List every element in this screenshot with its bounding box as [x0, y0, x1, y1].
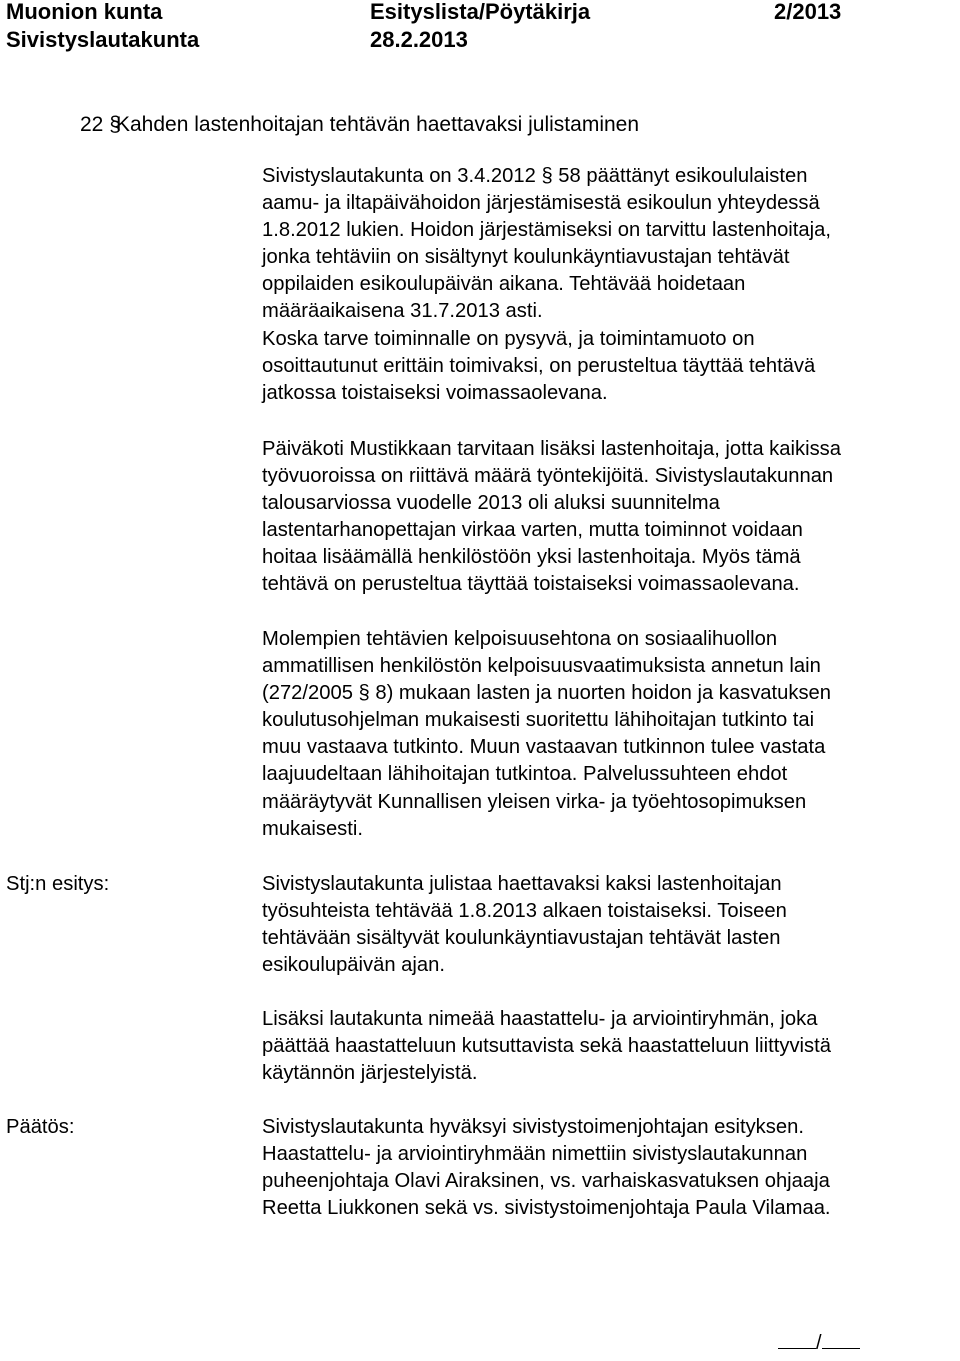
text-line: puheenjohtaja Olavi Airaksinen, vs. varhaiskasvatuksen ohjaaja	[262, 1170, 830, 1193]
text-line: muu vastaava tutkinto. Muun vastaavan tutkinnon tulee vastata	[262, 736, 826, 759]
text-line: käytännön järjestelyistä.	[262, 1062, 478, 1085]
text-line: 1.8.2012 lukien. Hoidon järjestämiseksi on tarvittu lastenhoitaja,	[262, 219, 831, 242]
initials-blank-left	[778, 1330, 816, 1349]
section-heading	[80, 112, 639, 138]
text-line: esikoulupäivän ajan.	[262, 954, 445, 977]
text-line: hoitaa lisäämällä henkilöstöön yksi lastenhoitaja. Myös tämä	[262, 546, 801, 569]
text-line: Koska tarve toiminnalle on pysyvä, ja toimintamuoto on	[262, 327, 755, 350]
text-line: oppilaiden esikoulupäivän aikana. Tehtävää hoidetaan	[262, 273, 746, 296]
initials-line	[778, 1330, 860, 1355]
meeting-date: 28.2.2013	[370, 27, 468, 52]
text-line: jonka tehtäviin on sisältynyt koulunkäyntiavustajan tehtävät	[262, 246, 790, 269]
text-line: ammatillisen henkilöstön kelpoisuusvaatimuksista annetun lain	[262, 655, 821, 678]
department-name: Sivistyslautakunta	[6, 27, 200, 52]
text-line: määräytyvät Kunnallisen yleisen virka- ja työehtosopimuksen	[262, 790, 807, 813]
text-line: aamu- ja iltapäivähoidon järjestämisestä esikoulun yhteydessä	[262, 192, 820, 215]
document-number: 2/2013	[774, 0, 842, 24]
text-line: määräaikaisena 31.7.2013 asti.	[262, 300, 543, 323]
initials-separator: /	[816, 1332, 822, 1354]
organization-name: Muonion kunta	[6, 0, 163, 24]
proposal-label: Stj:n esitys:	[6, 873, 110, 895]
proposal-paragraph-1	[262, 871, 942, 979]
text-line: työsuhteista tehtävää 1.8.2013 alkaen toistaiseksi. Toiseen	[262, 900, 787, 923]
background-paragraph-3	[262, 626, 942, 843]
text-line: Sivistyslautakunta julistaa haettavaksi kaksi lastenhoitajan	[262, 873, 782, 895]
text-line: laajuudeltaan lähihoitajan tutkintoa. Palvelussuhteen ehdot	[262, 763, 788, 786]
proposal-paragraph-2	[262, 1006, 942, 1087]
text-line: osoittautunut erittäin toimivaksi, on perusteltua täyttää tehtävä	[262, 354, 816, 377]
text-line: (272/2005 § 8) mukaan lasten ja nuorten hoidon ja kasvatuksen	[262, 682, 831, 705]
text-line: Molempien tehtävien kelpoisuusehtona on sosiaalihuollon	[262, 628, 778, 650]
text-line: tehtävä on perusteltua täyttää toistaiseksi voimassaolevana.	[262, 573, 800, 596]
document-type: Esityslista/Pöytäkirja	[370, 0, 591, 24]
text-line: Sivistyslautakunta hyväksyi sivistystoimenjohtajan esityksen.	[262, 1116, 804, 1138]
text-line: Haastattelu- ja arviointiryhmään nimettiin sivistyslautakunnan	[262, 1143, 808, 1166]
section-title: Kahden lastenhoitajan tehtävän haettavaksi julistaminen	[116, 113, 640, 136]
background-paragraph-2	[262, 436, 942, 599]
initials-blank-right	[822, 1330, 860, 1349]
text-line: Päiväkoti Mustikkaan tarvitaan lisäksi lastenhoitaja, jotta kaikissa	[262, 438, 841, 460]
text-line: koulutusohjelman mukaisesti suoritettu lähihoitajan tutkinto tai	[262, 709, 815, 732]
text-line: lastentarhanopettajan virkaa varten, mutta toiminnot voidaan	[262, 519, 803, 542]
decision-label: Päätös:	[6, 1116, 75, 1138]
background-paragraph-1	[262, 163, 942, 407]
decision-paragraph-1	[262, 1114, 942, 1222]
text-line: tehtävään sisältyvät koulunkäyntiavustajan tehtävät lasten	[262, 927, 781, 950]
text-line: talousarviossa vuodelle 2013 oli aluksi suunnitelma	[262, 492, 720, 515]
text-line: jatkossa toistaiseksi voimassaolevana.	[262, 381, 608, 404]
text-line: työvuoroissa on riittävä määrä työntekijöitä. Sivistyslautakunnan	[262, 465, 834, 488]
section-number: 22 §	[80, 113, 121, 136]
text-line: Reetta Liukkonen sekä vs. sivistystoimenjohtaja Paula Vilamaa.	[262, 1197, 831, 1220]
text-line: Lisäksi lautakunta nimeää haastattelu- ja arviointiryhmän, joka	[262, 1008, 818, 1030]
text-line: Sivistyslautakunta on 3.4.2012 § 58 päättänyt esikoululaisten	[262, 165, 808, 187]
text-line: mukaisesti.	[262, 817, 363, 840]
text-line: päättää haastatteluun kutsuttavista sekä haastatteluun liittyvistä	[262, 1035, 831, 1058]
